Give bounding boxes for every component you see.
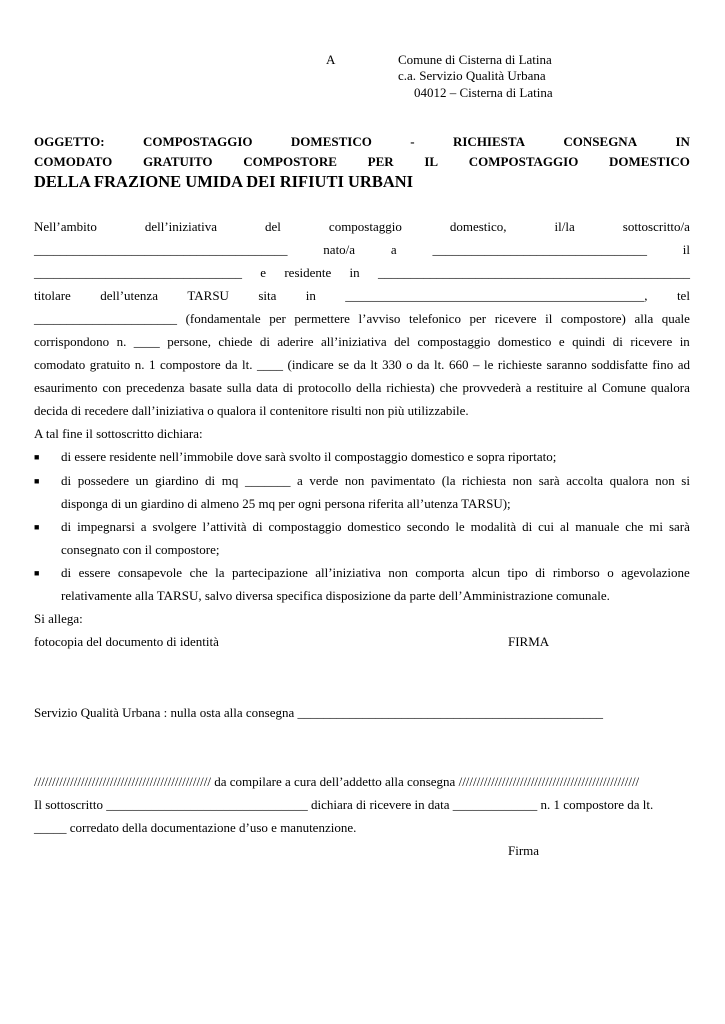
declaration-2-line-1 [61, 473, 690, 489]
declaration-3-line-1 [61, 519, 690, 535]
word: n. [116, 334, 127, 349]
word: ______________________________________________, [345, 288, 648, 303]
word: manuale [575, 519, 620, 534]
word: protocollo [297, 380, 352, 395]
word: di [282, 380, 293, 395]
word: sarà [668, 519, 690, 534]
word: se [338, 357, 350, 372]
word: COMPOSTAGGIO [142, 134, 253, 149]
word: GRATUITO [142, 154, 213, 169]
word: da [353, 357, 366, 372]
word: si [681, 473, 690, 488]
word: sita [258, 288, 277, 303]
word: l’attività [202, 519, 247, 534]
body-line-5 [34, 311, 690, 327]
word: di [259, 334, 270, 349]
word: domestico [347, 519, 401, 534]
word: COMPOSTORE [243, 154, 337, 169]
word: DOMESTICO [609, 154, 690, 169]
declaration-4-line-2: relativamente alla TARSU, salvo diversa specifica disposizione da parte dell’Amministrazione comunale. [61, 588, 610, 603]
word: non [388, 565, 408, 580]
word: il [545, 311, 553, 326]
word: sottoscritto/a [622, 219, 690, 234]
word: di [535, 565, 546, 580]
word: – [472, 357, 480, 372]
word: ______________________ [34, 311, 177, 326]
delivery-signature-label: Firma [508, 843, 540, 858]
delivery-header: ///////////////////////////////////////////////// da compilare a cura dell’addetto alla consegna ////////////////////////////////////////////////// [34, 774, 640, 789]
word: quindi [572, 334, 606, 349]
recipient-line-1: Comune di Cisterna di Latina [398, 52, 552, 67]
word: ________________________________________________ [377, 265, 690, 280]
word: soddisfatte [591, 357, 648, 372]
recipient-prefix: A [326, 52, 336, 67]
word: o [607, 565, 614, 580]
word: permettere [294, 311, 350, 326]
word: rimborso [552, 565, 600, 580]
declaration-4-line-1 [61, 565, 690, 581]
word: PER [367, 154, 394, 169]
word: da [225, 357, 238, 372]
word: 330 [382, 357, 402, 372]
word: 660 [448, 357, 469, 372]
word: non [344, 473, 365, 488]
word: di [61, 519, 72, 534]
body-line-4 [34, 288, 690, 304]
word: di [61, 565, 72, 580]
body-line-3 [34, 265, 690, 281]
word: pavimentato [370, 473, 436, 488]
word: mq [221, 473, 239, 488]
declaration-2-line-2: disponga di un giardino di almeno 25 mq per ogni persona riferita all’utenza TARSU); [61, 496, 511, 511]
attachment-item: fotocopia del documento di identità [34, 634, 219, 649]
word: di [522, 519, 533, 534]
service-approval-line: Servizio Qualità Urbana : nulla osta alla consegna _______________________________________________ [34, 705, 604, 720]
word: partecipazione [231, 565, 308, 580]
word: provvederà [462, 380, 521, 395]
body-line-6 [34, 334, 690, 350]
word: corrispondono [34, 334, 110, 349]
word: per [269, 311, 286, 326]
word: dell’utenza [100, 288, 158, 303]
body-line-9: decida di recedere dall’iniziativa o qualora il contenitore risulti non più utilizzabile. [34, 403, 469, 418]
word: svolgere [152, 519, 197, 534]
word: telefonico [408, 311, 461, 326]
body-line-7 [34, 357, 690, 373]
word: o [406, 357, 413, 372]
word: nato/a [323, 242, 356, 257]
word: in [679, 334, 690, 349]
word: al [587, 380, 598, 395]
word: che [625, 519, 644, 534]
word: data [256, 380, 278, 395]
word: di [61, 473, 72, 488]
word: CONSEGNA [563, 134, 638, 149]
word: ricevere [630, 334, 673, 349]
word: di [205, 473, 216, 488]
word: sulla [226, 380, 252, 395]
word: che [439, 380, 458, 395]
word: sarà [538, 473, 560, 488]
word: _______ [244, 473, 291, 488]
recipient-line-2: c.a. Servizio Qualità Urbana [398, 68, 546, 83]
word: Nell’ambito [34, 219, 97, 234]
word: ricevere [494, 311, 537, 326]
word: tel [676, 288, 690, 303]
word: lt. [433, 357, 445, 372]
word: di [612, 334, 623, 349]
word: il/la [554, 219, 575, 234]
word: accolta [566, 473, 604, 488]
word: (indicare [287, 357, 334, 372]
word: del [394, 334, 411, 349]
word: non [655, 473, 675, 488]
word: a [525, 380, 532, 395]
word: COMPOSTAGGIO [468, 154, 579, 169]
word: DOMESTICO [290, 134, 372, 149]
word: tipo [507, 565, 528, 580]
word: domestico, [449, 219, 507, 234]
word: al [559, 519, 570, 534]
bullet-icon: ■ [34, 476, 40, 486]
word: fino [652, 357, 674, 372]
word: a [390, 242, 397, 257]
word: per [469, 311, 487, 326]
word: richiesta) [386, 380, 435, 395]
word: giardino [155, 473, 199, 488]
word: cui [538, 519, 555, 534]
body-line-8 [34, 380, 690, 396]
word: qualora [650, 380, 690, 395]
body-line-1 [34, 219, 690, 235]
word: alcun [471, 565, 501, 580]
word: possedere [77, 473, 129, 488]
word: con [102, 380, 122, 395]
word: basate [189, 380, 222, 395]
word: in [349, 265, 360, 280]
word: - [410, 134, 415, 149]
subject-line-3: DELLA FRAZIONE UMIDA DEI RIFIUTI URBANI [34, 172, 414, 191]
word: compostaggio [268, 519, 342, 534]
word: agevolazione [621, 565, 690, 580]
word: l’avviso [358, 311, 401, 326]
word: del [265, 219, 281, 234]
word: alla [634, 311, 654, 326]
word: IL [424, 154, 439, 169]
delivery-line-1: Il sottoscritto _______________________________ dichiara di ricevere in data _____________ n. 1 compostore da lt. [34, 797, 654, 812]
bullet-icon: ■ [34, 452, 40, 462]
word: essere [78, 565, 111, 580]
word: impegnarsi [77, 519, 135, 534]
subject-line-1 [34, 131, 690, 152]
bullet-icon: ■ [34, 568, 40, 578]
word: TARSU [187, 288, 229, 303]
word: modalità [470, 519, 517, 534]
word: compostore) [560, 311, 626, 326]
word: non [512, 473, 533, 488]
word: aderire [277, 334, 314, 349]
word: precedenza [126, 380, 185, 395]
word: a [297, 473, 303, 488]
word: qualora [609, 473, 649, 488]
word: il [682, 242, 690, 257]
word: residente [284, 265, 332, 280]
word: comodato [34, 357, 86, 372]
word: compostaggio [417, 334, 491, 349]
recipient-line-3: 04012 – Cisterna di Latina [414, 85, 553, 100]
word: OGGETTO: [34, 134, 105, 149]
bullet-icon: ■ [34, 522, 40, 532]
word: un [135, 473, 149, 488]
word: persone, [167, 334, 211, 349]
declaration-1: di essere residente nell’immobile dove sarà svolto il compostaggio domestico e sopra riportato; [61, 449, 557, 464]
word: n. [134, 357, 145, 372]
word: le [483, 357, 494, 372]
word: la [215, 565, 225, 580]
word: quale [661, 311, 690, 326]
word: _________________________________ [432, 242, 647, 257]
word: domestico [497, 334, 552, 349]
word: della [356, 380, 382, 395]
signature-label: FIRMA [508, 634, 550, 649]
word: 1 [149, 357, 156, 372]
word: _______________________________________ [34, 242, 288, 257]
word: lt [370, 357, 378, 372]
attachments-label: Si allega: [34, 611, 83, 626]
word: IN [675, 134, 690, 149]
word: all’iniziativa [315, 565, 381, 580]
word: in [305, 288, 316, 303]
word: titolare [34, 288, 71, 303]
word: RICHIESTA [452, 134, 525, 149]
word: restituire [536, 380, 583, 395]
word: consapevole [117, 565, 183, 580]
word: che [189, 565, 208, 580]
delivery-line-2: _____ corredato della documentazione d’uso e manutenzione. [34, 820, 357, 835]
word: richiesta [462, 473, 507, 488]
word: lt. [241, 357, 253, 372]
word: e [558, 334, 565, 349]
word: dell’iniziativa [144, 219, 218, 234]
word: secondo [406, 519, 450, 534]
word: ____ [256, 357, 283, 372]
word: da [417, 357, 430, 372]
word: gratuito [89, 357, 131, 372]
word: ________________________________ [34, 265, 242, 280]
word: ____ [133, 334, 160, 349]
word: a [140, 519, 147, 534]
word: compostaggio [328, 219, 402, 234]
word: verde [309, 473, 339, 488]
word: all’iniziativa [320, 334, 387, 349]
subject-line-2 [34, 151, 690, 172]
word: le [455, 519, 465, 534]
declaration-intro: A tal fine il sottoscritto dichiara: [34, 426, 203, 441]
word: (la [441, 473, 456, 488]
word: saranno [546, 357, 587, 372]
word: (fondamentale [185, 311, 261, 326]
word: compostore [160, 357, 221, 372]
word: chiede [218, 334, 253, 349]
word: mi [649, 519, 663, 534]
word: e [260, 265, 267, 280]
word: esaurimento [34, 380, 98, 395]
word: di [252, 519, 263, 534]
declaration-3-line-2: consegnato con il compostore; [61, 542, 220, 557]
word: COMODATO [34, 154, 113, 169]
body-line-2 [34, 242, 690, 258]
word: comporta [415, 565, 465, 580]
word: ad [677, 357, 690, 372]
word: richieste [497, 357, 542, 372]
word: Comune [601, 380, 647, 395]
